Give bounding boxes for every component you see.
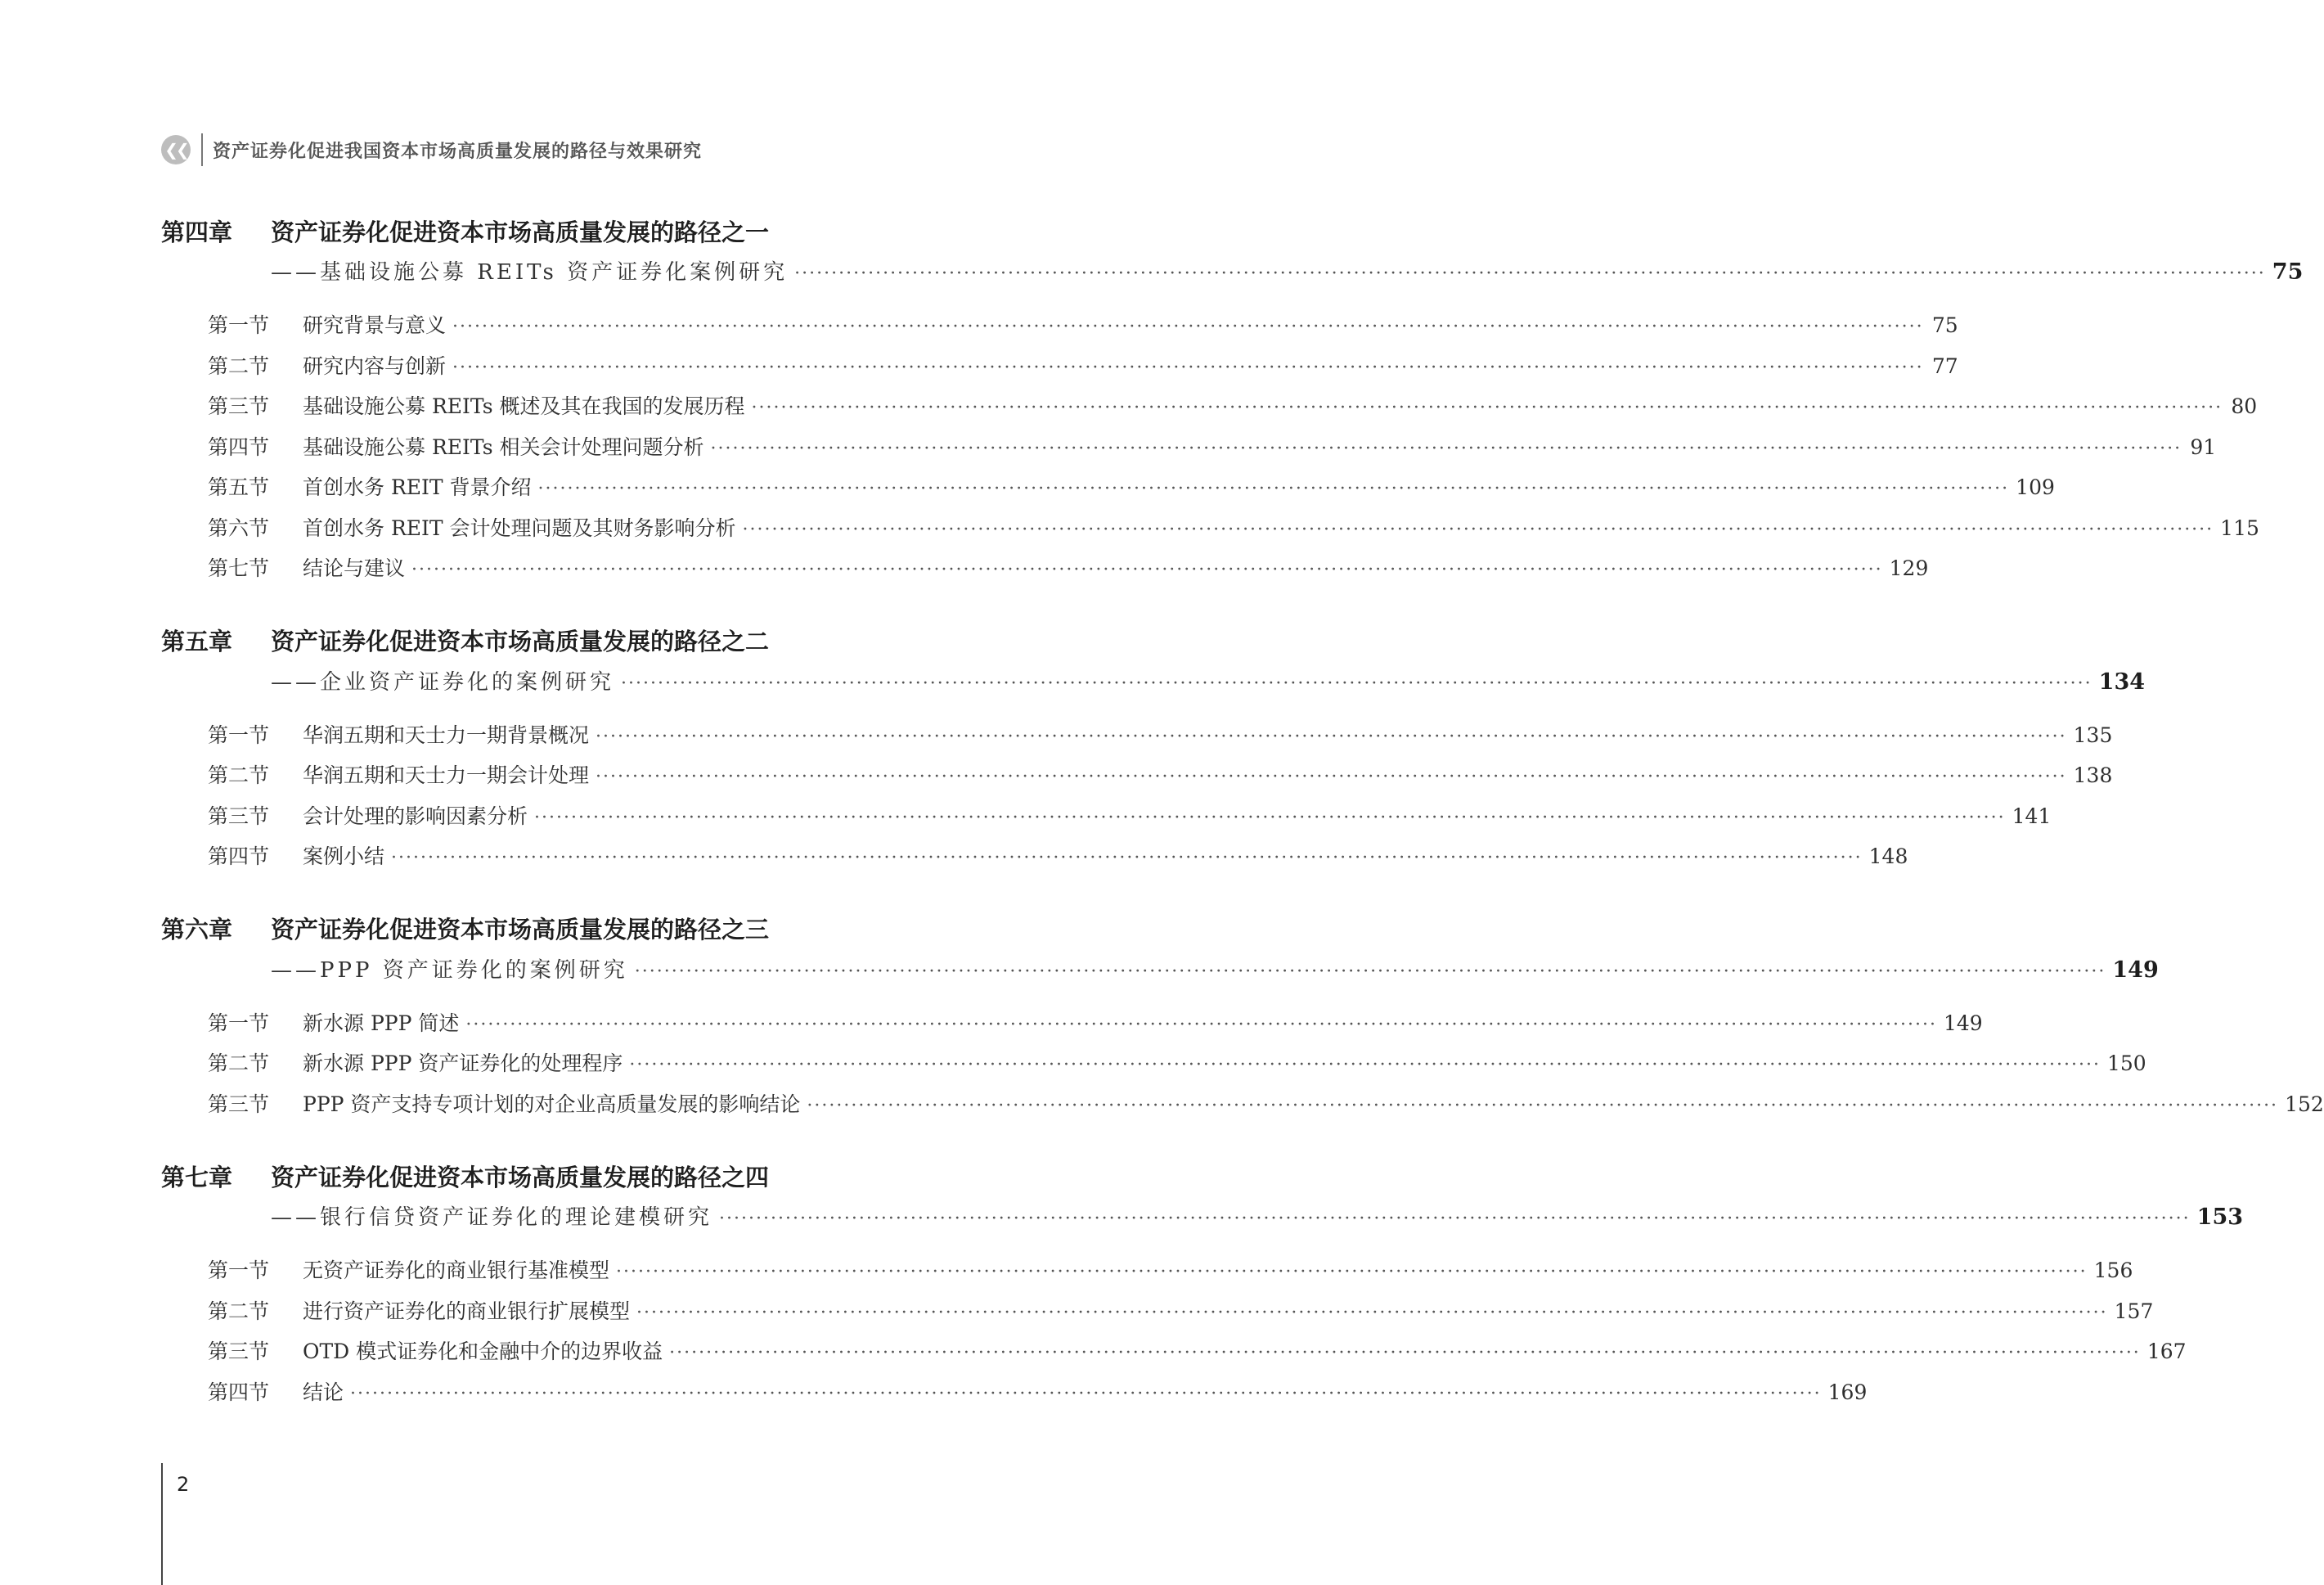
chapter-heading <box>161 621 971 660</box>
page-number: 2 <box>177 1473 190 1496</box>
section-number: 第二节 <box>208 763 270 787</box>
section-list <box>161 719 2113 881</box>
toc-chapter <box>161 211 2304 593</box>
section-number: 第三节 <box>208 804 270 828</box>
section-title: 研究内容与创新 <box>303 353 447 378</box>
chapter-subtitle: ——PPP 资产证券化的案例研究 <box>271 957 628 983</box>
section-number: 第三节 <box>208 1092 270 1116</box>
section-page: 156 <box>2093 1259 2133 1282</box>
section-page: 150 <box>2107 1051 2146 1075</box>
section-number: 第三节 <box>208 1340 270 1363</box>
chapter-number: 第六章 <box>161 916 233 943</box>
section-title: 研究背景与意义 <box>303 313 447 337</box>
table-of-contents <box>161 211 2324 1416</box>
leader-dots: ········································································································································································································ <box>537 479 2010 499</box>
chapter-subtitle: ——企业资产证券化的案例研究 <box>271 669 615 695</box>
section-title: PPP 资产支持专项计划的对企业高质量发展的影响结论 <box>303 1092 801 1116</box>
chapter-title: 资产证券化促进资本市场高质量发展的路径之二 <box>271 628 770 655</box>
section-number: 第一节 <box>208 1011 270 1035</box>
leader-dots: ········································································································································································································ <box>350 1383 1822 1404</box>
toc-section-row <box>208 719 2113 760</box>
section-title: 首创水务 REIT 背景介绍 <box>303 475 532 499</box>
section-page: 80 <box>2231 394 2258 418</box>
toc-section-row <box>208 1376 1868 1417</box>
chapter-subtitle-row <box>271 665 2146 700</box>
section-page: 77 <box>1931 353 1958 378</box>
chapter-subtitle: ——银行信贷资产证券化的理论建模研究 <box>271 1205 713 1230</box>
section-number: 第二节 <box>208 1051 270 1075</box>
chapter-page: 149 <box>2112 957 2159 983</box>
section-title: 案例小结 <box>303 844 385 868</box>
toc-section-row <box>208 350 1958 391</box>
toc-section-row <box>208 431 2217 472</box>
chapter-page: 134 <box>2098 669 2146 695</box>
leader-dots: ········································································································································································································ <box>669 1343 2141 1363</box>
leader-dots: ········································································································································································································ <box>634 961 2106 982</box>
section-page: 109 <box>2016 475 2055 499</box>
section-page: 169 <box>1827 1380 1868 1404</box>
leader-dots: ········································································································································································································ <box>807 1095 2279 1116</box>
section-title: 基础设施公募 REITs 概述及其在我国的发展历程 <box>303 394 745 418</box>
section-number: 第二节 <box>208 353 270 378</box>
section-list <box>161 309 2259 593</box>
section-number: 第七节 <box>208 556 270 580</box>
leader-dots: ········································································································································································································ <box>391 848 1863 868</box>
section-title: 进行资产证券化的商业银行扩展模型 <box>303 1299 631 1323</box>
chapter-subtitle-row <box>271 255 2304 290</box>
section-number: 第六节 <box>208 516 270 540</box>
section-title: 会计处理的影响因素分析 <box>303 804 528 828</box>
leader-dots: ········································································································································································································ <box>616 1262 2088 1282</box>
section-title: 华润五期和天士力一期会计处理 <box>303 763 590 787</box>
leader-dots: ········································································································································································································ <box>751 398 2223 418</box>
section-list <box>161 1007 2324 1129</box>
section-number: 第一节 <box>208 723 270 747</box>
running-head <box>161 133 702 166</box>
section-number: 第四节 <box>208 844 270 868</box>
toc-section-row <box>208 512 2259 553</box>
section-page: 148 <box>1868 844 1908 868</box>
section-number: 第四节 <box>208 435 270 459</box>
chapter-number: 第五章 <box>161 628 233 655</box>
toc-section-row <box>208 390 2258 431</box>
chapter-number: 第七章 <box>161 1163 233 1191</box>
leader-dots: ········································································································································································································ <box>742 519 2214 540</box>
toc-section-row <box>208 759 2113 800</box>
toc-chapter <box>161 1156 2244 1416</box>
chapter-page: 153 <box>2196 1205 2244 1230</box>
leader-dots: ········································································································································································································ <box>411 560 1883 580</box>
leader-dots: ········································································································································································································ <box>452 317 1924 337</box>
section-page: 157 <box>2114 1299 2154 1323</box>
running-head-divider <box>201 133 203 166</box>
double-chevron-left-icon: ❮❮ <box>161 135 191 164</box>
chapter-heading <box>161 211 971 250</box>
chapter-subtitle-row <box>271 1200 2244 1235</box>
leader-dots: ········································································································································································································ <box>534 807 2006 828</box>
page-number-rule <box>161 1463 163 1585</box>
chapter-subtitle-row <box>271 953 2159 988</box>
toc-section-row <box>208 1088 2324 1129</box>
section-title: 新水源 PPP 资产证券化的处理程序 <box>303 1051 623 1075</box>
toc-section-row <box>208 1295 2154 1336</box>
section-title: 华润五期和天士力一期背景概况 <box>303 723 590 747</box>
leader-dots: ········································································································································································································ <box>719 1209 2191 1229</box>
leader-dots: ········································································································································································································ <box>629 1055 2101 1075</box>
leader-dots: ········································································································································································································ <box>596 726 2067 747</box>
section-list <box>161 1254 2187 1416</box>
section-number: 第三节 <box>208 394 270 418</box>
toc-section-row <box>208 1254 2133 1295</box>
section-page: 75 <box>1931 313 1958 337</box>
toc-section-row <box>208 309 1958 350</box>
chapter-title: 资产证券化促进资本市场高质量发展的路径之四 <box>271 1163 770 1191</box>
toc-section-row <box>208 800 2052 841</box>
section-number: 第四节 <box>208 1380 270 1404</box>
toc-section-row <box>208 1047 2146 1088</box>
section-title: 无资产证券化的商业银行基准模型 <box>303 1259 610 1282</box>
section-page: 149 <box>1944 1011 1983 1035</box>
chapter-page: 75 <box>2272 259 2304 285</box>
leader-dots: ········································································································································································································ <box>465 1014 1937 1035</box>
section-title: 结论与建议 <box>303 556 406 580</box>
section-title: OTD 模式证券化和金融中介的边界收益 <box>303 1340 663 1363</box>
leader-dots: ········································································································································································································ <box>710 438 2182 459</box>
leader-dots: ········································································································································································································ <box>794 263 2266 284</box>
leader-dots: ········································································································································································································ <box>621 673 2092 694</box>
chapter-title: 资产证券化促进资本市场高质量发展的路径之一 <box>271 218 770 246</box>
section-number: 第五节 <box>208 475 270 499</box>
section-number: 第二节 <box>208 1299 270 1323</box>
section-title: 结论 <box>303 1380 344 1404</box>
toc-chapter <box>161 621 2146 881</box>
section-page: 138 <box>2073 763 2113 787</box>
section-page: 167 <box>2146 1340 2187 1363</box>
chapter-subtitle: ——基础设施公募 REITs 资产证券化案例研究 <box>271 260 789 285</box>
leader-dots: ········································································································································································································ <box>596 767 2067 787</box>
section-page: 152 <box>2285 1092 2324 1116</box>
section-title: 基础设施公募 REITs 相关会计处理问题分析 <box>303 435 704 459</box>
section-title: 首创水务 REIT 会计处理问题及其财务影响分析 <box>303 516 736 540</box>
chapter-heading <box>161 909 971 948</box>
section-page: 91 <box>2190 435 2217 459</box>
toc-section-row <box>208 552 1929 593</box>
toc-section-row <box>208 1007 1983 1048</box>
chapter-title: 资产证券化促进资本市场高质量发展的路径之三 <box>271 916 770 943</box>
leader-dots: ········································································································································································································ <box>636 1302 2108 1323</box>
section-number: 第一节 <box>208 313 270 337</box>
section-page: 141 <box>2012 804 2052 828</box>
section-page: 135 <box>2073 723 2113 747</box>
section-page: 129 <box>1889 556 1929 580</box>
toc-section-row <box>208 1335 2187 1376</box>
running-head-title: 资产证券化促进我国资本市场高质量发展的路径与效果研究 <box>213 141 703 162</box>
toc-section-row <box>208 471 2055 512</box>
leader-dots: ········································································································································································································ <box>452 357 1924 378</box>
section-page: 115 <box>2220 516 2259 540</box>
chapter-number: 第四章 <box>161 218 233 246</box>
section-title: 新水源 PPP 简述 <box>303 1011 460 1035</box>
toc-chapter <box>161 909 2324 1129</box>
section-number: 第一节 <box>208 1259 270 1282</box>
toc-section-row <box>208 840 1908 881</box>
chapter-heading <box>161 1156 971 1196</box>
